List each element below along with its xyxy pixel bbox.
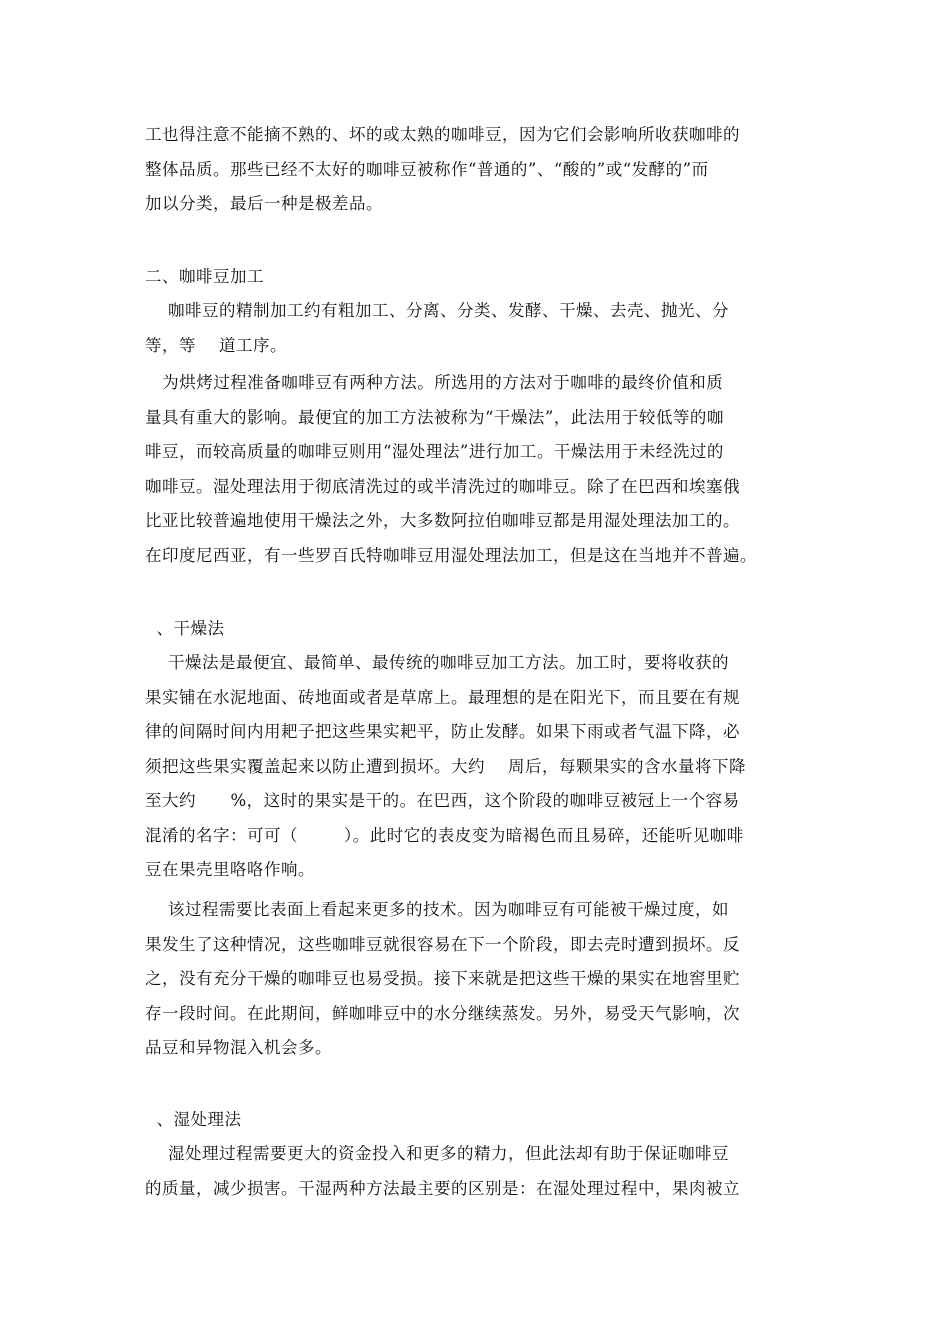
paragraph-two-methods [145, 366, 813, 573]
text-line: 之，没有充分干燥的咖啡豆也易受损。接下来就是把这些干燥的果实在地窖里贮 [145, 969, 740, 988]
text-line: 果发生了这种情况，这些咖啡豆就很容易在下一个阶段，即去壳时遭到损坏。反 [145, 934, 740, 954]
text-line: 工也得注意不能摘不熟的、坏的或太熟的咖啡豆，因为它们会影响所收获咖啡的 [145, 125, 740, 144]
text-line: 果实铺在水泥地面、砖地面或者是草席上。最理想的是在阳光下，而且要在有规 [145, 687, 740, 707]
text-line: 豆在果壳里咯咯作响。 [145, 860, 315, 879]
text-line: 干燥法是最便宜、最简单、最传统的咖啡豆加工方法。加工时，要将收获的 [145, 653, 729, 672]
text-line: 啡豆，而较高质量的咖啡豆则用“湿处理法”进行加工。干燥法用于未经洗过的 [145, 442, 724, 461]
section-heading-processing: 二、咖啡豆加工 [145, 267, 264, 286]
paragraph-processing-steps [145, 294, 813, 363]
text-line: 咖啡豆。湿处理法用于彻底清洗过的或半清洗过的咖啡豆。除了在巴西和埃塞俄 [145, 476, 740, 496]
text-line: 品豆和异物混入机会多。 [145, 1038, 332, 1057]
text-line: 比亚比较普遍地使用干燥法之外，大多数阿拉伯咖啡豆都是用湿处理法加工的。 [145, 511, 740, 530]
section-heading-wet-method: 、湿处理法 [145, 1110, 242, 1129]
paragraph-dry-method-technique [145, 893, 813, 1066]
text-line: 的质量，减少损害。干湿两种方法最主要的区别是：在湿处理过程中，果肉被立 [145, 1178, 740, 1198]
text-line: 等，等 道工序。 [145, 335, 287, 355]
text-line: 混淆的名字：可可（ ）。此时它的表皮变为暗褐色而且易碎，还能听见咖啡 [145, 825, 744, 845]
text-line: 至大约 %，这时的果实是干的。在巴西，这个阶段的咖啡豆被冠上一个容易 [145, 791, 740, 810]
text-line: 湿处理过程需要更大的资金投入和更多的精力，但此法却有助于保证咖啡豆 [145, 1144, 729, 1163]
text-line: 加以分类，最后一种是极差品。 [145, 194, 383, 213]
paragraph-continuation [145, 118, 813, 222]
text-line: 整体品质。那些已经不太好的咖啡豆被称作“普通的”、“酸的”或“发酵的”而 [145, 159, 709, 179]
paragraph-wet-method [145, 1137, 813, 1206]
text-line: 为烘烤过程准备咖啡豆有两种方法。所选用的方法对于咖啡的最终价值和质 [145, 373, 724, 392]
text-line: 律的间隔时间内用耙子把这些果实耙平，防止发酵。如果下雨或者气温下降，必 [145, 722, 740, 741]
text-line: 须把这些果实覆盖起来以防止遭到损坏。大约 周后，每颗果实的含水量将下降 [145, 756, 746, 776]
section-heading-dry-method: 、干燥法 [145, 619, 225, 638]
text-line: 咖啡豆的精制加工约有粗加工、分离、分类、发酵、干燥、去壳、抛光、分 [145, 301, 729, 320]
text-line: 该过程需要比表面上看起来更多的技术。因为咖啡豆有可能被干燥过度，如 [145, 900, 729, 919]
text-line: 在印度尼西亚，有一些罗百氏特咖啡豆用湿处理法加工，但是这在当地并不普遍。 [145, 545, 757, 565]
text-line: 量具有重大的影响。最便宜的加工方法被称为“干燥法”，此法用于较低等的咖 [145, 407, 724, 427]
text-line: 存一段时间。在此期间，鲜咖啡豆中的水分继续蒸发。另外，易受天气影响，次 [145, 1003, 740, 1023]
paragraph-dry-method [145, 646, 813, 888]
